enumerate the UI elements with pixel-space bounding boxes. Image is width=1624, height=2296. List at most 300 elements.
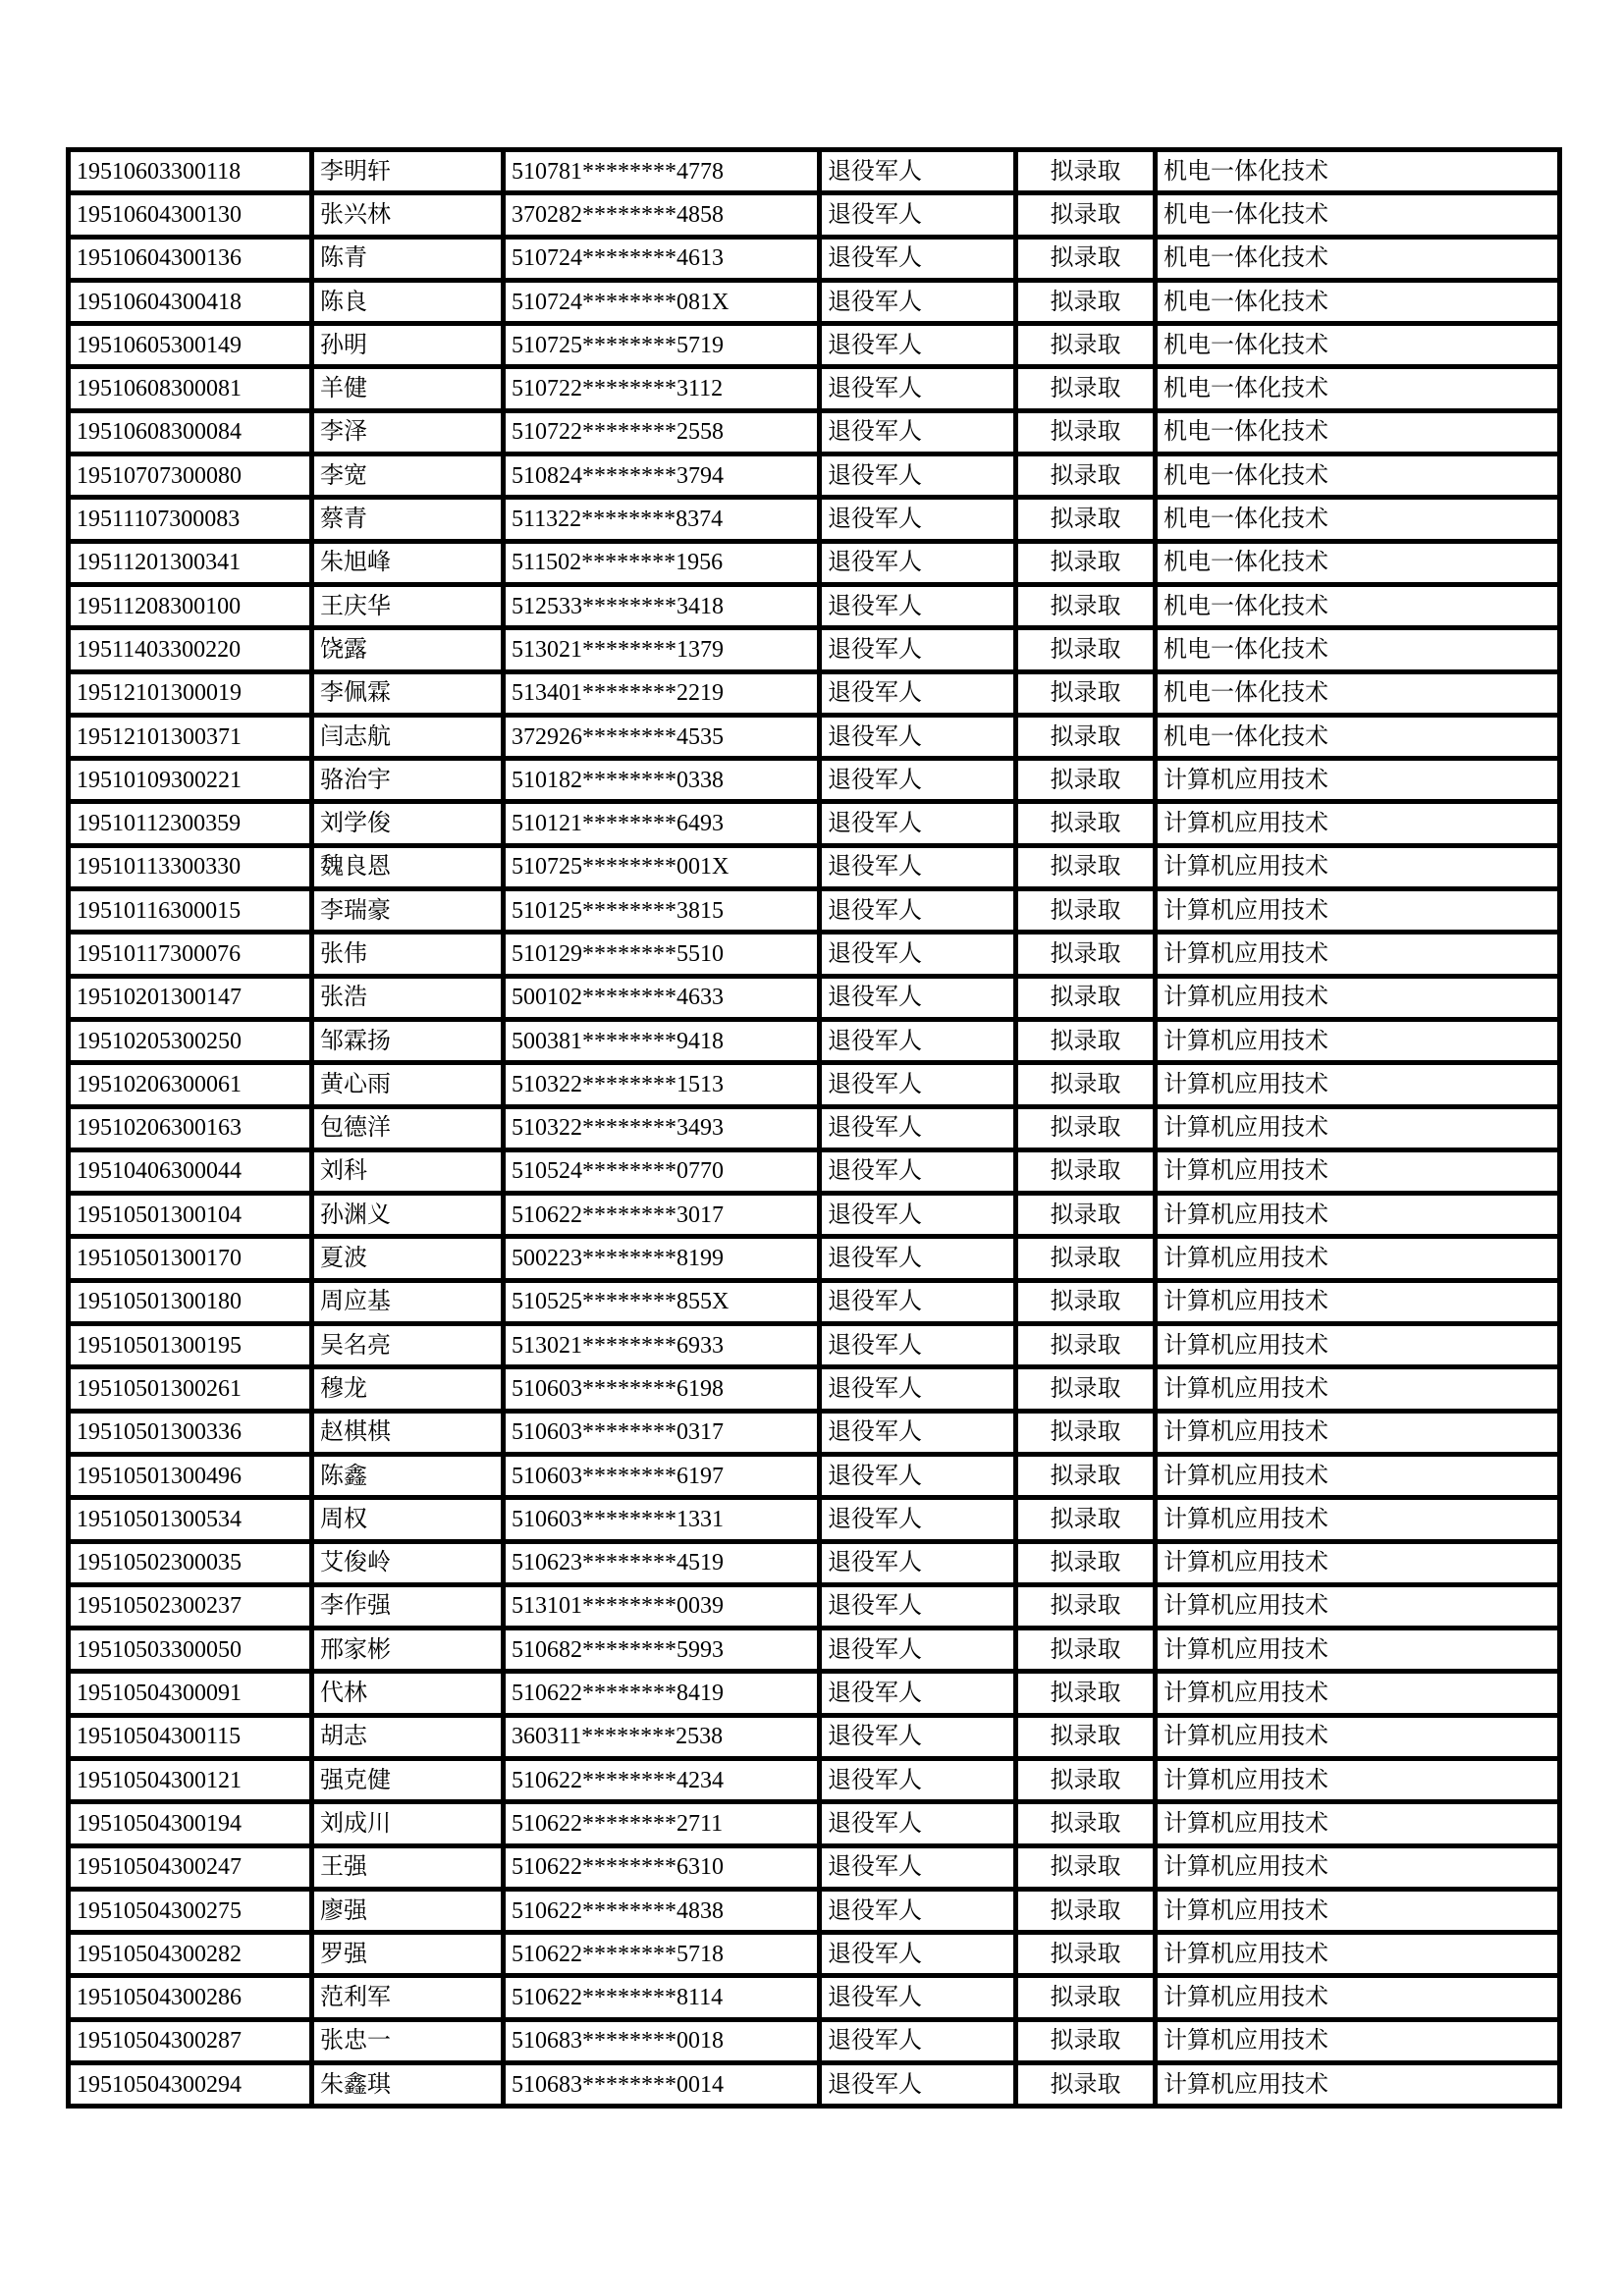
table-row [69, 1367, 1560, 1411]
table-row [69, 1106, 1560, 1149]
cell-id-number: 510182********0338 [504, 759, 820, 802]
cell-exam-number: 19510504300275 [69, 1889, 312, 1932]
cell-candidate-type: 退役军人 [820, 1672, 1016, 1715]
table-row [69, 933, 1560, 976]
cell-exam-number: 19510504300282 [69, 1933, 312, 1976]
cell-admission-status: 拟录取 [1016, 845, 1156, 888]
cell-admission-status: 拟录取 [1016, 1367, 1156, 1411]
cell-candidate-type: 退役军人 [820, 1194, 1016, 1237]
cell-candidate-type: 退役军人 [820, 498, 1016, 541]
cell-major: 机电一体化技术 [1156, 541, 1560, 584]
cell-id-number: 510322********1513 [504, 1063, 820, 1106]
cell-exam-number: 19510501300104 [69, 1194, 312, 1237]
cell-major: 计算机应用技术 [1156, 1106, 1560, 1149]
cell-id-number: 510623********4519 [504, 1541, 820, 1584]
cell-name: 孙明 [312, 324, 504, 367]
table-row [69, 1845, 1560, 1889]
cell-id-number: 510622********4234 [504, 1758, 820, 1801]
cell-candidate-type: 退役军人 [820, 715, 1016, 758]
cell-id-number: 513101********0039 [504, 1584, 820, 1628]
table-row [69, 498, 1560, 541]
cell-id-number: 510603********0317 [504, 1411, 820, 1454]
cell-exam-number: 19510504300287 [69, 2019, 312, 2062]
cell-exam-number: 19510603300118 [69, 150, 312, 193]
cell-major: 计算机应用技术 [1156, 802, 1560, 845]
cell-exam-number: 19511208300100 [69, 584, 312, 627]
cell-admission-status: 拟录取 [1016, 324, 1156, 367]
cell-name: 魏良恩 [312, 845, 504, 888]
table-row [69, 1541, 1560, 1584]
cell-major: 机电一体化技术 [1156, 498, 1560, 541]
table-row [69, 976, 1560, 1019]
cell-candidate-type: 退役军人 [820, 1845, 1016, 1889]
cell-admission-status: 拟录取 [1016, 1845, 1156, 1889]
cell-candidate-type: 退役军人 [820, 2019, 1016, 2062]
cell-id-number: 500381********9418 [504, 1019, 820, 1062]
cell-id-number: 510722********2558 [504, 410, 820, 454]
cell-major: 计算机应用技术 [1156, 1715, 1560, 1758]
cell-candidate-type: 退役军人 [820, 1541, 1016, 1584]
cell-exam-number: 19510501300496 [69, 1454, 312, 1497]
cell-candidate-type: 退役军人 [820, 1584, 1016, 1628]
cell-exam-number: 19511201300341 [69, 541, 312, 584]
cell-admission-status: 拟录取 [1016, 193, 1156, 237]
cell-name: 朱鑫琪 [312, 2063, 504, 2107]
cell-candidate-type: 退役军人 [820, 150, 1016, 193]
cell-candidate-type: 退役军人 [820, 1106, 1016, 1149]
table-row [69, 237, 1560, 280]
cell-name: 骆治宇 [312, 759, 504, 802]
table-row [69, 1933, 1560, 1976]
cell-major: 机电一体化技术 [1156, 410, 1560, 454]
cell-major: 计算机应用技术 [1156, 1149, 1560, 1193]
cell-id-number: 510121********6493 [504, 802, 820, 845]
cell-major: 机电一体化技术 [1156, 671, 1560, 715]
cell-major: 计算机应用技术 [1156, 1498, 1560, 1541]
cell-id-number: 513021********6933 [504, 1324, 820, 1367]
cell-exam-number: 19510117300076 [69, 933, 312, 976]
cell-admission-status: 拟录取 [1016, 1237, 1156, 1280]
table-row [69, 454, 1560, 498]
cell-name: 闫志航 [312, 715, 504, 758]
table-row [69, 541, 1560, 584]
table-row [69, 150, 1560, 193]
cell-major: 机电一体化技术 [1156, 628, 1560, 671]
cell-exam-number: 19510504300247 [69, 1845, 312, 1889]
cell-major: 机电一体化技术 [1156, 150, 1560, 193]
cell-candidate-type: 退役军人 [820, 454, 1016, 498]
cell-major: 计算机应用技术 [1156, 1367, 1560, 1411]
cell-id-number: 510622********4838 [504, 1889, 820, 1932]
table-row [69, 1194, 1560, 1237]
cell-major: 计算机应用技术 [1156, 889, 1560, 933]
cell-exam-number: 19512101300019 [69, 671, 312, 715]
cell-id-number: 510524********0770 [504, 1149, 820, 1193]
cell-candidate-type: 退役军人 [820, 889, 1016, 933]
cell-major: 计算机应用技术 [1156, 1584, 1560, 1628]
cell-major: 计算机应用技术 [1156, 976, 1560, 1019]
cell-name: 周权 [312, 1498, 504, 1541]
cell-major: 计算机应用技术 [1156, 1194, 1560, 1237]
table-row [69, 671, 1560, 715]
cell-exam-number: 19510206300163 [69, 1106, 312, 1149]
cell-name: 李佩霖 [312, 671, 504, 715]
cell-name: 包德洋 [312, 1106, 504, 1149]
cell-name: 张伟 [312, 933, 504, 976]
cell-candidate-type: 退役军人 [820, 1454, 1016, 1497]
cell-exam-number: 19510504300091 [69, 1672, 312, 1715]
cell-candidate-type: 退役军人 [820, 1019, 1016, 1062]
cell-exam-number: 19510206300061 [69, 1063, 312, 1106]
cell-exam-number: 19510605300149 [69, 324, 312, 367]
cell-admission-status: 拟录取 [1016, 1672, 1156, 1715]
cell-admission-status: 拟录取 [1016, 1715, 1156, 1758]
cell-name: 陈良 [312, 280, 504, 323]
cell-candidate-type: 退役军人 [820, 1933, 1016, 1976]
cell-candidate-type: 退役军人 [820, 802, 1016, 845]
cell-exam-number: 19510501300170 [69, 1237, 312, 1280]
cell-candidate-type: 退役军人 [820, 1367, 1016, 1411]
cell-candidate-type: 退役军人 [820, 1976, 1016, 2019]
cell-name: 强克健 [312, 1758, 504, 1801]
table-row [69, 1758, 1560, 1801]
admission-table [66, 147, 1562, 2109]
cell-admission-status: 拟录取 [1016, 1194, 1156, 1237]
cell-candidate-type: 退役军人 [820, 1324, 1016, 1367]
table-row [69, 889, 1560, 933]
cell-name: 李明轩 [312, 150, 504, 193]
cell-exam-number: 19510604300418 [69, 280, 312, 323]
cell-id-number: 511502********1956 [504, 541, 820, 584]
cell-admission-status: 拟录取 [1016, 367, 1156, 410]
cell-id-number: 510622********2711 [504, 1802, 820, 1845]
cell-admission-status: 拟录取 [1016, 1889, 1156, 1932]
cell-name: 陈鑫 [312, 1454, 504, 1497]
cell-admission-status: 拟录取 [1016, 2019, 1156, 2062]
cell-admission-status: 拟录取 [1016, 715, 1156, 758]
cell-name: 黄心雨 [312, 1063, 504, 1106]
cell-admission-status: 拟录取 [1016, 802, 1156, 845]
cell-exam-number: 19510205300250 [69, 1019, 312, 1062]
cell-id-number: 510622********8419 [504, 1672, 820, 1715]
cell-admission-status: 拟录取 [1016, 1498, 1156, 1541]
cell-admission-status: 拟录取 [1016, 2063, 1156, 2107]
cell-major: 计算机应用技术 [1156, 1758, 1560, 1801]
cell-exam-number: 19510501300180 [69, 1280, 312, 1323]
cell-major: 计算机应用技术 [1156, 1411, 1560, 1454]
cell-major: 计算机应用技术 [1156, 2019, 1560, 2062]
table-row [69, 280, 1560, 323]
cell-major: 计算机应用技术 [1156, 1019, 1560, 1062]
cell-exam-number: 19510604300136 [69, 237, 312, 280]
cell-name: 张兴林 [312, 193, 504, 237]
table-row [69, 367, 1560, 410]
cell-admission-status: 拟录取 [1016, 933, 1156, 976]
cell-candidate-type: 退役军人 [820, 976, 1016, 1019]
cell-admission-status: 拟录取 [1016, 976, 1156, 1019]
cell-name: 羊健 [312, 367, 504, 410]
table-row [69, 1237, 1560, 1280]
cell-admission-status: 拟录取 [1016, 889, 1156, 933]
cell-candidate-type: 退役军人 [820, 1889, 1016, 1932]
cell-major: 计算机应用技术 [1156, 1280, 1560, 1323]
cell-exam-number: 19512101300371 [69, 715, 312, 758]
cell-admission-status: 拟录取 [1016, 1933, 1156, 1976]
cell-exam-number: 19510504300115 [69, 1715, 312, 1758]
cell-id-number: 372926********4535 [504, 715, 820, 758]
cell-candidate-type: 退役军人 [820, 1715, 1016, 1758]
table-row [69, 759, 1560, 802]
cell-major: 机电一体化技术 [1156, 237, 1560, 280]
cell-admission-status: 拟录取 [1016, 1802, 1156, 1845]
cell-name: 廖强 [312, 1889, 504, 1932]
cell-admission-status: 拟录取 [1016, 1584, 1156, 1628]
table-row [69, 193, 1560, 237]
cell-id-number: 510725********001X [504, 845, 820, 888]
cell-major: 机电一体化技术 [1156, 280, 1560, 323]
admission-table-body [69, 150, 1560, 2107]
cell-name: 孙渊义 [312, 1194, 504, 1237]
cell-admission-status: 拟录取 [1016, 1149, 1156, 1193]
cell-name: 蔡青 [312, 498, 504, 541]
cell-candidate-type: 退役军人 [820, 280, 1016, 323]
cell-id-number: 510683********0018 [504, 2019, 820, 2062]
cell-id-number: 510683********0014 [504, 2063, 820, 2107]
cell-name: 张浩 [312, 976, 504, 1019]
table-row [69, 410, 1560, 454]
cell-admission-status: 拟录取 [1016, 541, 1156, 584]
cell-id-number: 510525********855X [504, 1280, 820, 1323]
cell-id-number: 510125********3815 [504, 889, 820, 933]
table-row [69, 2019, 1560, 2062]
cell-major: 计算机应用技术 [1156, 1802, 1560, 1845]
cell-candidate-type: 退役军人 [820, 628, 1016, 671]
table-row [69, 1019, 1560, 1062]
cell-major: 计算机应用技术 [1156, 1237, 1560, 1280]
cell-name: 邹霖扬 [312, 1019, 504, 1062]
cell-candidate-type: 退役军人 [820, 584, 1016, 627]
cell-exam-number: 19510501300534 [69, 1498, 312, 1541]
cell-name: 李作强 [312, 1584, 504, 1628]
cell-admission-status: 拟录取 [1016, 1976, 1156, 2019]
cell-candidate-type: 退役军人 [820, 367, 1016, 410]
table-row [69, 584, 1560, 627]
cell-name: 陈青 [312, 237, 504, 280]
cell-major: 计算机应用技术 [1156, 1976, 1560, 2019]
cell-admission-status: 拟录取 [1016, 237, 1156, 280]
cell-major: 机电一体化技术 [1156, 324, 1560, 367]
cell-admission-status: 拟录取 [1016, 671, 1156, 715]
cell-major: 机电一体化技术 [1156, 715, 1560, 758]
cell-admission-status: 拟录取 [1016, 280, 1156, 323]
cell-admission-status: 拟录取 [1016, 584, 1156, 627]
cell-id-number: 511322********8374 [504, 498, 820, 541]
table-row [69, 802, 1560, 845]
cell-name: 李瑞豪 [312, 889, 504, 933]
cell-major: 计算机应用技术 [1156, 1629, 1560, 1672]
cell-id-number: 510603********1331 [504, 1498, 820, 1541]
cell-name: 穆龙 [312, 1367, 504, 1411]
cell-exam-number: 19510116300015 [69, 889, 312, 933]
cell-id-number: 510781********4778 [504, 150, 820, 193]
cell-major: 机电一体化技术 [1156, 193, 1560, 237]
cell-major: 计算机应用技术 [1156, 1889, 1560, 1932]
cell-name: 李泽 [312, 410, 504, 454]
table-row [69, 628, 1560, 671]
cell-id-number: 360311********2538 [504, 1715, 820, 1758]
cell-candidate-type: 退役军人 [820, 1498, 1016, 1541]
cell-name: 夏波 [312, 1237, 504, 1280]
cell-major: 计算机应用技术 [1156, 1454, 1560, 1497]
cell-name: 吴名亮 [312, 1324, 504, 1367]
cell-exam-number: 19510501300195 [69, 1324, 312, 1367]
cell-major: 计算机应用技术 [1156, 1672, 1560, 1715]
cell-major: 计算机应用技术 [1156, 2063, 1560, 2107]
table-row [69, 1629, 1560, 1672]
cell-admission-status: 拟录取 [1016, 1454, 1156, 1497]
cell-name: 范利军 [312, 1976, 504, 2019]
cell-name: 李宽 [312, 454, 504, 498]
cell-name: 王庆华 [312, 584, 504, 627]
cell-name: 罗强 [312, 1933, 504, 1976]
cell-admission-status: 拟录取 [1016, 1324, 1156, 1367]
cell-name: 刘科 [312, 1149, 504, 1193]
table-row [69, 1324, 1560, 1367]
table-row [69, 1149, 1560, 1193]
cell-name: 艾俊岭 [312, 1541, 504, 1584]
cell-candidate-type: 退役军人 [820, 1629, 1016, 1672]
cell-id-number: 510724********081X [504, 280, 820, 323]
cell-exam-number: 19510608300081 [69, 367, 312, 410]
cell-exam-number: 19510502300237 [69, 1584, 312, 1628]
cell-candidate-type: 退役军人 [820, 324, 1016, 367]
cell-candidate-type: 退役军人 [820, 1237, 1016, 1280]
table-row [69, 2063, 1560, 2107]
table-row [69, 1976, 1560, 2019]
cell-id-number: 512533********3418 [504, 584, 820, 627]
cell-candidate-type: 退役军人 [820, 671, 1016, 715]
cell-admission-status: 拟录取 [1016, 1758, 1156, 1801]
table-row [69, 324, 1560, 367]
cell-name: 胡志 [312, 1715, 504, 1758]
cell-candidate-type: 退役军人 [820, 759, 1016, 802]
cell-id-number: 510682********5993 [504, 1629, 820, 1672]
cell-name: 王强 [312, 1845, 504, 1889]
cell-id-number: 510129********5510 [504, 933, 820, 976]
cell-major: 机电一体化技术 [1156, 367, 1560, 410]
cell-admission-status: 拟录取 [1016, 150, 1156, 193]
cell-id-number: 513401********2219 [504, 671, 820, 715]
cell-name: 饶露 [312, 628, 504, 671]
cell-admission-status: 拟录取 [1016, 1541, 1156, 1584]
cell-name: 刘成川 [312, 1802, 504, 1845]
cell-id-number: 510724********4613 [504, 237, 820, 280]
cell-admission-status: 拟录取 [1016, 454, 1156, 498]
cell-major: 计算机应用技术 [1156, 1324, 1560, 1367]
cell-id-number: 510722********3112 [504, 367, 820, 410]
cell-major: 计算机应用技术 [1156, 1845, 1560, 1889]
cell-major: 计算机应用技术 [1156, 845, 1560, 888]
table-row [69, 1063, 1560, 1106]
table-row [69, 715, 1560, 758]
table-row [69, 1280, 1560, 1323]
cell-candidate-type: 退役军人 [820, 2063, 1016, 2107]
cell-exam-number: 19510113300330 [69, 845, 312, 888]
cell-candidate-type: 退役军人 [820, 193, 1016, 237]
cell-major: 计算机应用技术 [1156, 1063, 1560, 1106]
cell-admission-status: 拟录取 [1016, 1063, 1156, 1106]
cell-exam-number: 19511107300083 [69, 498, 312, 541]
cell-id-number: 510322********3493 [504, 1106, 820, 1149]
cell-major: 机电一体化技术 [1156, 584, 1560, 627]
table-row [69, 1715, 1560, 1758]
cell-exam-number: 19511403300220 [69, 628, 312, 671]
cell-id-number: 510622********3017 [504, 1194, 820, 1237]
cell-exam-number: 19510406300044 [69, 1149, 312, 1193]
cell-name: 邢家彬 [312, 1629, 504, 1672]
cell-name: 周应基 [312, 1280, 504, 1323]
cell-candidate-type: 退役军人 [820, 933, 1016, 976]
table-row [69, 1584, 1560, 1628]
cell-exam-number: 19510201300147 [69, 976, 312, 1019]
cell-exam-number: 19510504300121 [69, 1758, 312, 1801]
cell-id-number: 513021********1379 [504, 628, 820, 671]
table-row [69, 1889, 1560, 1932]
cell-admission-status: 拟录取 [1016, 410, 1156, 454]
cell-name: 刘学俊 [312, 802, 504, 845]
cell-admission-status: 拟录取 [1016, 1106, 1156, 1149]
cell-admission-status: 拟录取 [1016, 1019, 1156, 1062]
cell-major: 计算机应用技术 [1156, 1933, 1560, 1976]
cell-id-number: 500102********4633 [504, 976, 820, 1019]
cell-candidate-type: 退役军人 [820, 1802, 1016, 1845]
cell-admission-status: 拟录取 [1016, 759, 1156, 802]
cell-id-number: 510603********6198 [504, 1367, 820, 1411]
cell-major: 机电一体化技术 [1156, 454, 1560, 498]
cell-candidate-type: 退役军人 [820, 1280, 1016, 1323]
cell-major: 计算机应用技术 [1156, 1541, 1560, 1584]
cell-name: 赵棋棋 [312, 1411, 504, 1454]
cell-admission-status: 拟录取 [1016, 1280, 1156, 1323]
cell-id-number: 510603********6197 [504, 1454, 820, 1497]
cell-exam-number: 19510109300221 [69, 759, 312, 802]
cell-admission-status: 拟录取 [1016, 1629, 1156, 1672]
cell-exam-number: 19510504300286 [69, 1976, 312, 2019]
cell-candidate-type: 退役军人 [820, 541, 1016, 584]
cell-exam-number: 19510504300194 [69, 1802, 312, 1845]
cell-exam-number: 19510112300359 [69, 802, 312, 845]
cell-candidate-type: 退役军人 [820, 410, 1016, 454]
cell-candidate-type: 退役军人 [820, 237, 1016, 280]
cell-candidate-type: 退役军人 [820, 1758, 1016, 1801]
cell-id-number: 500223********8199 [504, 1237, 820, 1280]
cell-id-number: 510725********5719 [504, 324, 820, 367]
cell-admission-status: 拟录取 [1016, 1411, 1156, 1454]
cell-id-number: 510824********3794 [504, 454, 820, 498]
cell-id-number: 510622********6310 [504, 1845, 820, 1889]
table-row [69, 1498, 1560, 1541]
cell-exam-number: 19510501300261 [69, 1367, 312, 1411]
cell-id-number: 370282********4858 [504, 193, 820, 237]
cell-name: 朱旭峰 [312, 541, 504, 584]
cell-candidate-type: 退役军人 [820, 845, 1016, 888]
cell-exam-number: 19510503300050 [69, 1629, 312, 1672]
table-row [69, 845, 1560, 888]
cell-exam-number: 19510504300294 [69, 2063, 312, 2107]
cell-exam-number: 19510501300336 [69, 1411, 312, 1454]
cell-major: 计算机应用技术 [1156, 759, 1560, 802]
cell-admission-status: 拟录取 [1016, 628, 1156, 671]
